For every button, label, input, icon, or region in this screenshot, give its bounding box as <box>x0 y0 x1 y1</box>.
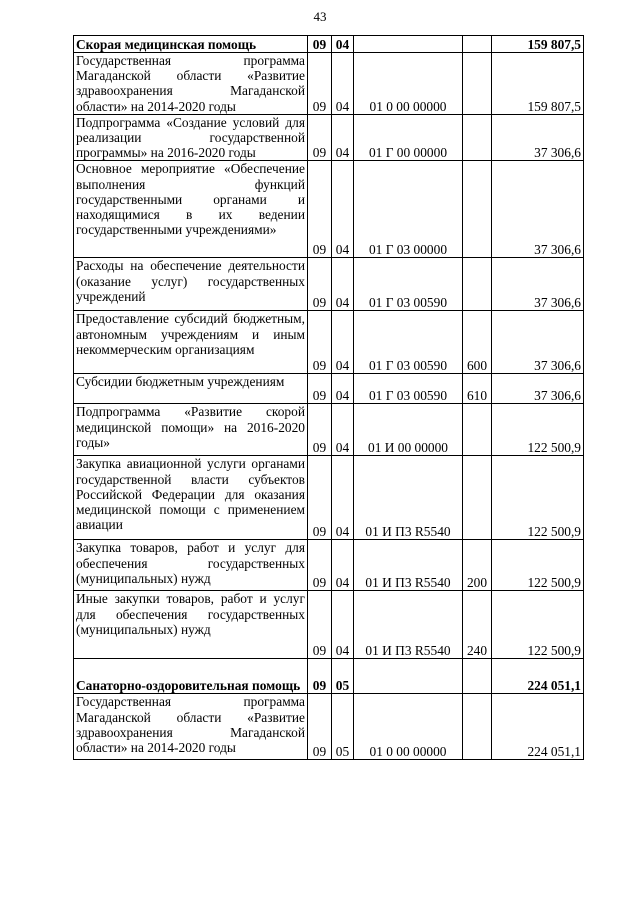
section-code-cell: 09 <box>308 36 332 53</box>
target-article-cell: 01 Г 03 00590 <box>354 258 463 311</box>
amount-cell: 37 306,6 <box>492 258 584 311</box>
subsection-code-cell: 05 <box>332 694 354 760</box>
row-name-cell: Предоставление субсидий бюджетным, автономным учреждениям и иным некоммерческим организациям <box>74 311 308 374</box>
subsection-code-cell: 04 <box>332 456 354 540</box>
section-code-cell: 09 <box>308 694 332 760</box>
expense-type-cell <box>463 694 492 760</box>
target-article-cell: 01 И П3 R5540 <box>354 456 463 540</box>
subsection-code-cell: 04 <box>332 311 354 374</box>
amount-cell: 122 500,9 <box>492 456 584 540</box>
section-code-cell: 09 <box>308 311 332 374</box>
table-row <box>74 258 584 311</box>
section-code-cell: 09 <box>308 404 332 456</box>
subsection-code-cell: 04 <box>332 258 354 311</box>
subsection-code-cell: 04 <box>332 36 354 53</box>
table-row <box>74 36 584 53</box>
section-code-cell: 09 <box>308 374 332 404</box>
expense-type-cell <box>463 53 492 115</box>
amount-cell: 159 807,5 <box>492 36 584 53</box>
amount-cell: 37 306,6 <box>492 114 584 161</box>
expense-type-cell <box>463 161 492 258</box>
section-code-cell: 09 <box>308 258 332 311</box>
expense-type-cell: 240 <box>463 591 492 659</box>
amount-cell: 37 306,6 <box>492 311 584 374</box>
amount-cell: 122 500,9 <box>492 404 584 456</box>
table-row <box>74 114 584 161</box>
target-article-cell: 01 И П3 R5540 <box>354 591 463 659</box>
subsection-code-cell: 04 <box>332 591 354 659</box>
section-code-cell: 09 <box>308 161 332 258</box>
expense-type-cell <box>463 114 492 161</box>
subsection-code-cell: 05 <box>332 659 354 694</box>
amount-cell: 224 051,1 <box>492 659 584 694</box>
subsection-code-cell: 04 <box>332 540 354 591</box>
row-name-cell: Иные закупки товаров, работ и услуг для обеспечения государственных (муниципальных) нужд <box>74 591 308 659</box>
section-code-cell: 09 <box>308 591 332 659</box>
amount-cell: 122 500,9 <box>492 540 584 591</box>
expense-type-cell: 610 <box>463 374 492 404</box>
subsection-code-cell: 04 <box>332 374 354 404</box>
subsection-code-cell: 04 <box>332 114 354 161</box>
row-name-cell: Основное мероприятие «Обеспечение выполнения функций государственными органами и находящимися в их ведении государственными учреждениями» <box>74 161 308 258</box>
table-row <box>74 591 584 659</box>
target-article-cell: 01 И 00 00000 <box>354 404 463 456</box>
target-article-cell: 01 И П3 R5540 <box>354 540 463 591</box>
expense-type-cell <box>463 404 492 456</box>
target-article-cell: 01 Г 03 00590 <box>354 374 463 404</box>
table-row <box>74 374 584 404</box>
row-name-cell: Подпрограмма «Развитие скорой медицинской помощи» на 2016-2020 годы» <box>74 404 308 456</box>
table-row <box>74 694 584 760</box>
row-name-cell: Расходы на обеспечение деятельности (оказание услуг) государственных учреждений <box>74 258 308 311</box>
table-row <box>74 53 584 115</box>
page-number: 43 <box>313 9 327 24</box>
target-article-cell <box>354 36 463 53</box>
expense-type-cell <box>463 258 492 311</box>
subsection-code-cell: 04 <box>332 53 354 115</box>
table-row <box>74 404 584 456</box>
table-row <box>74 540 584 591</box>
expense-type-cell: 600 <box>463 311 492 374</box>
table-row <box>74 161 584 258</box>
section-code-cell: 09 <box>308 114 332 161</box>
row-name-cell: Санаторно-оздоровительная помощь <box>74 659 308 694</box>
target-article-cell: 01 0 00 00000 <box>354 694 463 760</box>
amount-cell: 37 306,6 <box>492 374 584 404</box>
table-row <box>74 311 584 374</box>
target-article-cell: 01 Г 03 00000 <box>354 161 463 258</box>
amount-cell: 159 807,5 <box>492 53 584 115</box>
section-code-cell: 09 <box>308 456 332 540</box>
expense-type-cell: 200 <box>463 540 492 591</box>
row-name-cell: Закупка товаров, работ и услуг для обеспечения государственных (муниципальных) нужд <box>74 540 308 591</box>
expense-type-cell <box>463 36 492 53</box>
budget-table-body <box>74 36 584 760</box>
row-name-cell: Закупка авиационной услуги органами государственной власти субъектов Российской Федерации для оказания медицинской помощи с применением авиации <box>74 456 308 540</box>
target-article-cell: 01 Г 00 00000 <box>354 114 463 161</box>
row-name-cell: Подпрограмма «Создание условий для реализации государственной программы» на 2016-2020 годы <box>74 114 308 161</box>
amount-cell: 122 500,9 <box>492 591 584 659</box>
section-code-cell: 09 <box>308 659 332 694</box>
budget-table <box>73 35 584 760</box>
row-name-cell: Государственная программа Магаданской области «Развитие здравоохранения Магаданской области» на 2014-2020 годы <box>74 694 308 760</box>
expense-type-cell <box>463 456 492 540</box>
target-article-cell <box>354 659 463 694</box>
table-row <box>74 456 584 540</box>
amount-cell: 224 051,1 <box>492 694 584 760</box>
target-article-cell: 01 0 00 00000 <box>354 53 463 115</box>
target-article-cell: 01 Г 03 00590 <box>354 311 463 374</box>
row-name-cell: Субсидии бюджетным учреждениям <box>74 374 308 404</box>
row-name-cell: Государственная программа Магаданской области «Развитие здравоохранения Магаданской области» на 2014-2020 годы <box>74 53 308 115</box>
subsection-code-cell: 04 <box>332 161 354 258</box>
section-code-cell: 09 <box>308 540 332 591</box>
table-row <box>74 659 584 694</box>
amount-cell: 37 306,6 <box>492 161 584 258</box>
section-code-cell: 09 <box>308 53 332 115</box>
expense-type-cell <box>463 659 492 694</box>
subsection-code-cell: 04 <box>332 404 354 456</box>
row-name-cell: Скорая медицинская помощь <box>74 36 308 53</box>
